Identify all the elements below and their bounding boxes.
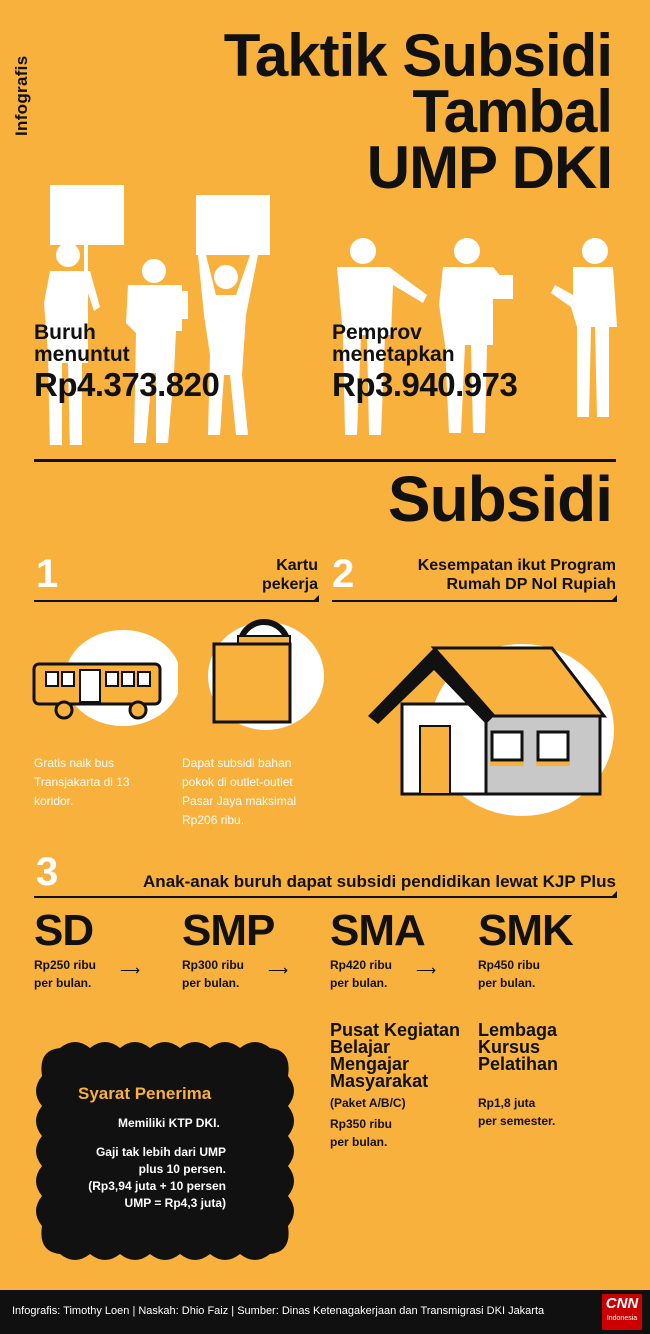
level-smk-amount: Rp450 ribu per bulan. (478, 958, 541, 990)
buruh-value: Rp4.373.820 (34, 366, 220, 403)
arrow-icon: ⟶ (416, 962, 437, 978)
level-smp: SMP (182, 906, 275, 955)
item-2-caption: Kesempatan ikut Program Rumah DP Nol Rupiah (417, 557, 616, 593)
pkbm-title: Pusat Kegiatan Belajar Mengajar Masyarakat (330, 1020, 461, 1091)
bus-description: Gratis naik bus Transjakarta di 13 koridor. (34, 756, 130, 808)
bus-icon (28, 628, 178, 728)
footer-credits: Infografis: Timothy Loen | Naskah: Dhio Faiz | Sumber: Dinas Ketenagakerjaan dan Transmigrasi DKI Jakarta (12, 1305, 545, 1317)
item-1-number: 1 (36, 552, 59, 596)
syarat-title: Syarat Penerima (78, 1084, 212, 1103)
pkbm-paket: (Paket A/B/C) (330, 1096, 406, 1110)
infografis-tag: Infografis (12, 55, 31, 136)
arrow-icon: ⟶ (120, 962, 141, 978)
lkp-amount: Rp1,8 juta per semester. (478, 1096, 556, 1128)
item-2-rule (332, 600, 616, 602)
title-line-2: Tambal (412, 78, 612, 145)
page-title (223, 22, 612, 201)
item-3-caption: Anak-anak buruh dapat subsidi pendidikan lewat KJP Plus (143, 872, 616, 891)
buruh-label: Buruh menuntut (34, 321, 130, 366)
level-sma: SMA (330, 906, 425, 955)
level-sma-amount: Rp420 ribu per bulan. (330, 958, 393, 990)
item-1-caption: Kartu pekerja (261, 557, 318, 593)
title-line-1: Taktik Subsidi (223, 22, 612, 89)
item-2-number: 2 (332, 552, 355, 596)
bag-description: Dapat subsidi bahan pokok di outlet-outlet Pasar Jaya maksimal Rp206 ribu. (182, 756, 297, 827)
subsidi-heading: Subsidi (387, 463, 612, 535)
pemprov-value: Rp3.940.973 (332, 366, 518, 403)
pkbm-amount: Rp350 ribu per bulan. (330, 1117, 393, 1149)
title-line-3: UMP DKI (366, 134, 612, 201)
item-1-rule (34, 600, 318, 602)
item-3-rule (34, 896, 616, 898)
lkp-title: Lembaga Kursus Pelatihan (478, 1020, 559, 1074)
syarat-gaji: Gaji tak lebih dari UMP plus 10 persen. (Rp3,94 juta + 10 persen UMP = Rp4,3 juta) (88, 1145, 226, 1210)
item-3-number: 3 (36, 850, 59, 894)
level-smp-amount: Rp300 ribu per bulan. (182, 958, 245, 990)
cnn-logo: CNN Indonesia (602, 1294, 642, 1330)
arrow-icon: ⟶ (268, 962, 289, 978)
pemprov-label: Pemprov menetapkan (332, 321, 455, 366)
level-smk: SMK (478, 906, 573, 955)
level-sd: SD (34, 906, 94, 955)
shopping-bag-icon (200, 606, 330, 736)
level-sd-amount: Rp250 ribu per bulan. (34, 958, 97, 990)
syarat-ktp: Memiliki KTP DKI. (118, 1116, 220, 1130)
house-icon (362, 620, 618, 820)
protester-silhouette (30, 185, 280, 445)
